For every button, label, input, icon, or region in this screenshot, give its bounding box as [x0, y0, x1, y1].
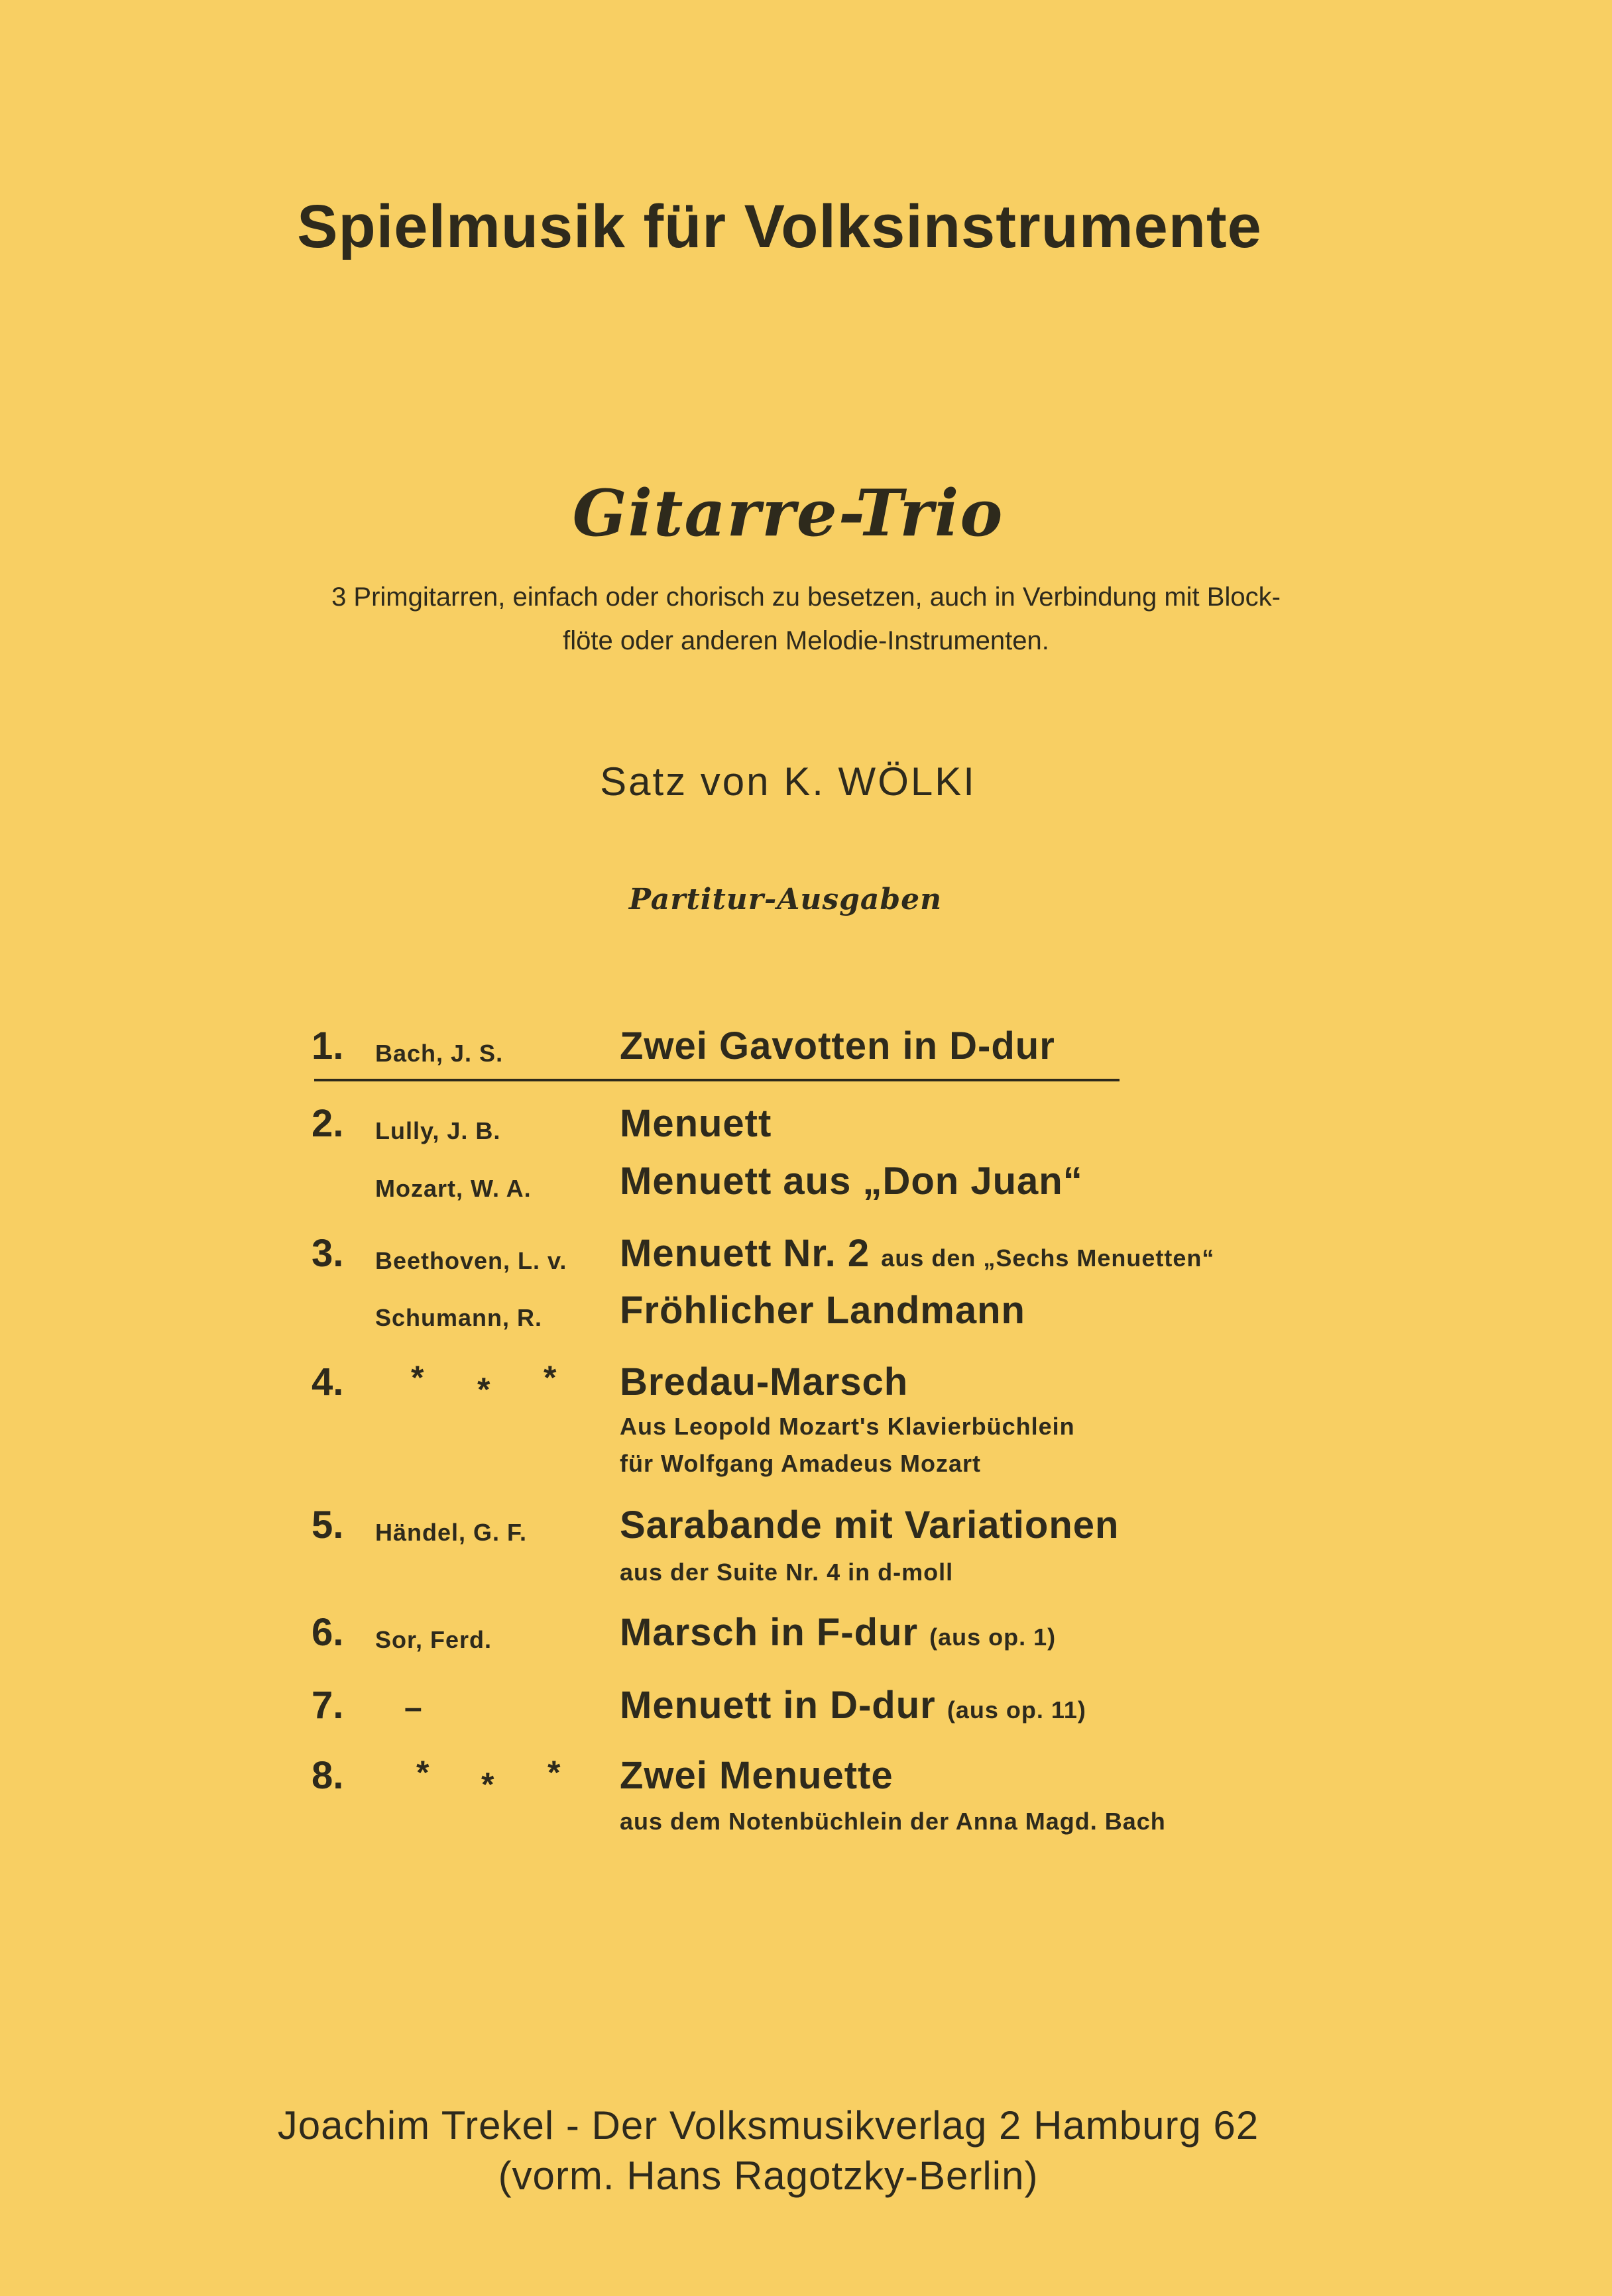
publisher-line-1: Joachim Trekel - Der Volksmusikverlag 2 Hamburg 62 [277, 2103, 1259, 2148]
entry-work: Menuett [620, 1102, 772, 1145]
asterisk: * [547, 1754, 561, 1791]
entry-composer: Lully, J. B. [375, 1117, 501, 1144]
entry-number: 1. [312, 1024, 344, 1067]
asterisk: * [416, 1754, 430, 1791]
asterisk: * [411, 1359, 424, 1396]
entry-composer: Händel, G. F. [375, 1519, 528, 1546]
instrumentation-line-1: 3 Primgitarren, einfach oder chorisch zu besetzen, auch in Verbindung mit Block- [331, 582, 1281, 612]
entry-work-note: aus den „Sechs Menuetten“ [881, 1244, 1215, 1272]
publisher-line-2: (vorm. Hans Ragotzky-Berlin) [498, 2154, 1039, 2198]
entry-number: 6. [312, 1611, 344, 1654]
entry-number: 3. [312, 1232, 344, 1275]
entry-composer: Sor, Ferd. [375, 1626, 492, 1653]
asterisk: * [481, 1766, 494, 1803]
entry-work [620, 1610, 1056, 1655]
asterisk: * [544, 1359, 557, 1396]
edition-label: Partitur-Ausgaben [628, 883, 943, 916]
asterisk: * [477, 1371, 490, 1408]
entry-composer: Bach, J. S. [375, 1040, 504, 1067]
entry-number: 5. [312, 1503, 344, 1547]
entry-work-note: (aus op. 1) [929, 1623, 1057, 1651]
entry-composer-ditto: – [404, 1690, 423, 1725]
arrangement-credit: Satz von K. WÖLKI [600, 759, 976, 804]
entry-work [620, 1683, 1086, 1727]
series-title: Spielmusik für Volksinstrumente [297, 193, 1262, 260]
publisher-imprint [0, 2101, 1536, 2201]
entry-work-title: Menuett Nr. 2 [620, 1232, 870, 1275]
entry-number: 7. [312, 1684, 344, 1727]
entry-subline-1: aus dem Notenbüchlein der Anna Magd. Bach [620, 1808, 1166, 1835]
entry-work [620, 1231, 1214, 1276]
entry-number: 4. [312, 1360, 344, 1403]
instrumentation-line-2: flöte oder anderen Melodie-Instrumenten. [563, 626, 1049, 655]
entry-work-note: (aus op. 11) [947, 1696, 1086, 1723]
entry-composer: Mozart, W. A. [375, 1175, 532, 1202]
entry-work: Zwei Gavotten in D-dur [620, 1024, 1055, 1067]
entry-work: Fröhlicher Landmann [620, 1289, 1025, 1332]
entry-number: 8. [312, 1754, 344, 1797]
entry-work-title: Menuett in D-dur [620, 1684, 936, 1727]
entry-composer: Beethoven, L. v. [375, 1247, 567, 1274]
entry-work-title: Marsch in F-dur [620, 1611, 919, 1654]
entry-work: Menuett aus „Don Juan“ [620, 1160, 1083, 1203]
entry-work: Bredau-Marsch [620, 1360, 909, 1403]
entry-composer: Schumann, R. [375, 1304, 543, 1331]
entry-work: Sarabande mit Variationen [620, 1503, 1120, 1547]
entry-subline-2: für Wolfgang Amadeus Mozart [620, 1450, 982, 1477]
script-title: Gitarre-Trio [572, 476, 1004, 551]
entry-subline-1: Aus Leopold Mozart's Klavierbüchlein [620, 1413, 1075, 1440]
entry-number: 2. [312, 1102, 344, 1145]
entry-subline-1: aus der Suite Nr. 4 in d-moll [620, 1558, 954, 1586]
entry-work: Zwei Menuette [620, 1754, 893, 1797]
instrumentation-note [0, 575, 1612, 663]
entry-1-underline [314, 1079, 1120, 1081]
